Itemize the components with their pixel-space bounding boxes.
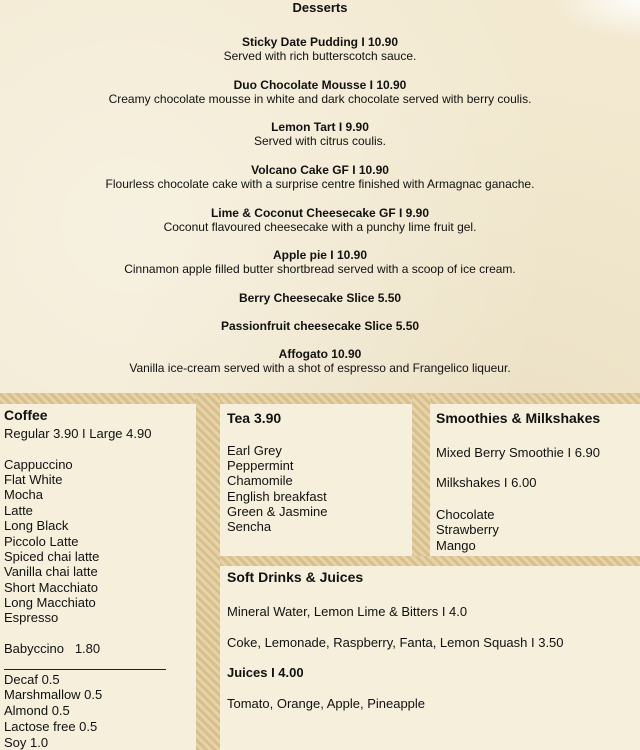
coffee-item: Vanilla chai latte xyxy=(4,564,98,579)
coffee-item: Cappuccino xyxy=(4,457,73,472)
coffee-item: Piccolo Latte xyxy=(4,534,79,549)
dessert-name: Apple pie I 10.90 xyxy=(272,248,368,262)
dessert-desc: Flourless chocolate cake with a surprise centre finished with Armagnac ganache. xyxy=(105,177,535,191)
dessert-name: Berry Cheesecake Slice 5.50 xyxy=(238,291,402,305)
dessert-item xyxy=(0,319,640,333)
dessert-desc: Served with rich butterscotch sauce. xyxy=(223,49,417,63)
dessert-desc: Cinnamon apple filled butter shortbread served with a scoop of ice cream. xyxy=(124,262,516,276)
tea-title: Tea 3.90 xyxy=(227,410,282,426)
tea-item: English breakfast xyxy=(227,489,327,504)
milkshake-flavour: Strawberry xyxy=(436,522,499,537)
dessert-desc: Vanilla ice-cream served with a shot of espresso and Frangelico liqueur. xyxy=(129,361,511,375)
dessert-name: Lime & Coconut Cheesecake GF I 9.90 xyxy=(210,206,430,220)
coffee-extra: Decaf 0.5 xyxy=(4,672,60,687)
dessert-name: Lemon Tart I 9.90 xyxy=(271,120,369,134)
milkshake-item: Milkshakes I 6.00 xyxy=(436,475,537,490)
coffee-item: Long Black xyxy=(4,518,69,533)
coffee-item: Long Macchiato xyxy=(4,595,96,610)
dessert-desc: Creamy chocolate mousse in white and dark chocolate served with berry coulis. xyxy=(108,92,532,106)
dessert-item xyxy=(0,347,640,375)
smoothie-item: Mixed Berry Smoothie I 6.90 xyxy=(436,445,601,460)
dessert-item xyxy=(0,206,640,234)
coffee-extra: Almond 0.5 xyxy=(4,703,70,718)
coffee-extra: Lactose free 0.5 xyxy=(4,719,98,734)
dessert-desc: Served with citrus coulis. xyxy=(253,134,387,148)
dessert-item xyxy=(0,291,640,305)
tea-item: Earl Grey xyxy=(227,443,282,458)
coffee-item: Latte xyxy=(4,503,33,518)
coffee-extra: Marshmallow 0.5 xyxy=(4,687,103,702)
dessert-name: Passionfruit cheesecake Slice 5.50 xyxy=(220,319,420,333)
divider-stripe xyxy=(0,393,640,404)
dessert-name: Affogato 10.90 xyxy=(278,347,362,361)
dessert-item xyxy=(0,163,640,191)
dessert-name: Sticky Date Pudding I 10.90 xyxy=(241,35,399,49)
tea-item: Peppermint xyxy=(227,458,294,473)
dessert-item xyxy=(0,248,640,276)
coffee-item: Spiced chai latte xyxy=(4,549,100,564)
dessert-item xyxy=(0,78,640,106)
juices-list: Tomato, Orange, Apple, Pineapple xyxy=(227,696,426,711)
coffee-price: Regular 3.90 I Large 4.90 xyxy=(4,426,152,441)
tea-item: Sencha xyxy=(227,519,272,534)
coffee-item: Mocha xyxy=(4,487,44,502)
soft-drinks-line: Mineral Water, Lemon Lime & Bitters I 4.0 xyxy=(227,604,468,619)
smoothies-title: Smoothies & Milkshakes xyxy=(436,410,601,426)
coffee-item: Flat White xyxy=(4,472,63,487)
juices-title: Juices I 4.00 xyxy=(227,665,304,680)
milkshake-flavour: Chocolate xyxy=(436,507,495,522)
tea-item: Chamomile xyxy=(227,473,293,488)
dessert-desc: Coconut flavoured cheesecake with a punchy lime fruit gel. xyxy=(163,220,477,234)
dessert-item xyxy=(0,120,640,148)
coffee-item: Short Macchiato xyxy=(4,580,98,595)
coffee-title: Coffee xyxy=(4,407,48,423)
soft-drinks-title: Soft Drinks & Juices xyxy=(227,569,364,585)
dessert-item xyxy=(0,35,640,63)
coffee-extra: Soy 1.0 xyxy=(4,735,49,750)
tea-item: Green & Jasmine xyxy=(227,504,328,519)
divider-stripe xyxy=(412,393,430,566)
coffee-item: Espresso xyxy=(4,610,59,625)
desserts-title: Desserts xyxy=(292,0,348,15)
soft-drinks-line: Coke, Lemonade, Raspberry, Fanta, Lemon Squash I 3.50 xyxy=(227,635,564,650)
coffee-divider xyxy=(4,669,166,670)
divider-stripe xyxy=(196,393,220,750)
soft-drinks-panel xyxy=(220,566,640,750)
milkshake-flavour: Mango xyxy=(436,538,476,553)
dessert-name: Volcano Cake GF I 10.90 xyxy=(251,163,389,177)
dessert-name: Duo Chocolate Mousse I 10.90 xyxy=(233,78,407,92)
babyccino-item: Babyccino 1.80 xyxy=(4,641,101,656)
divider-stripe xyxy=(220,556,640,566)
